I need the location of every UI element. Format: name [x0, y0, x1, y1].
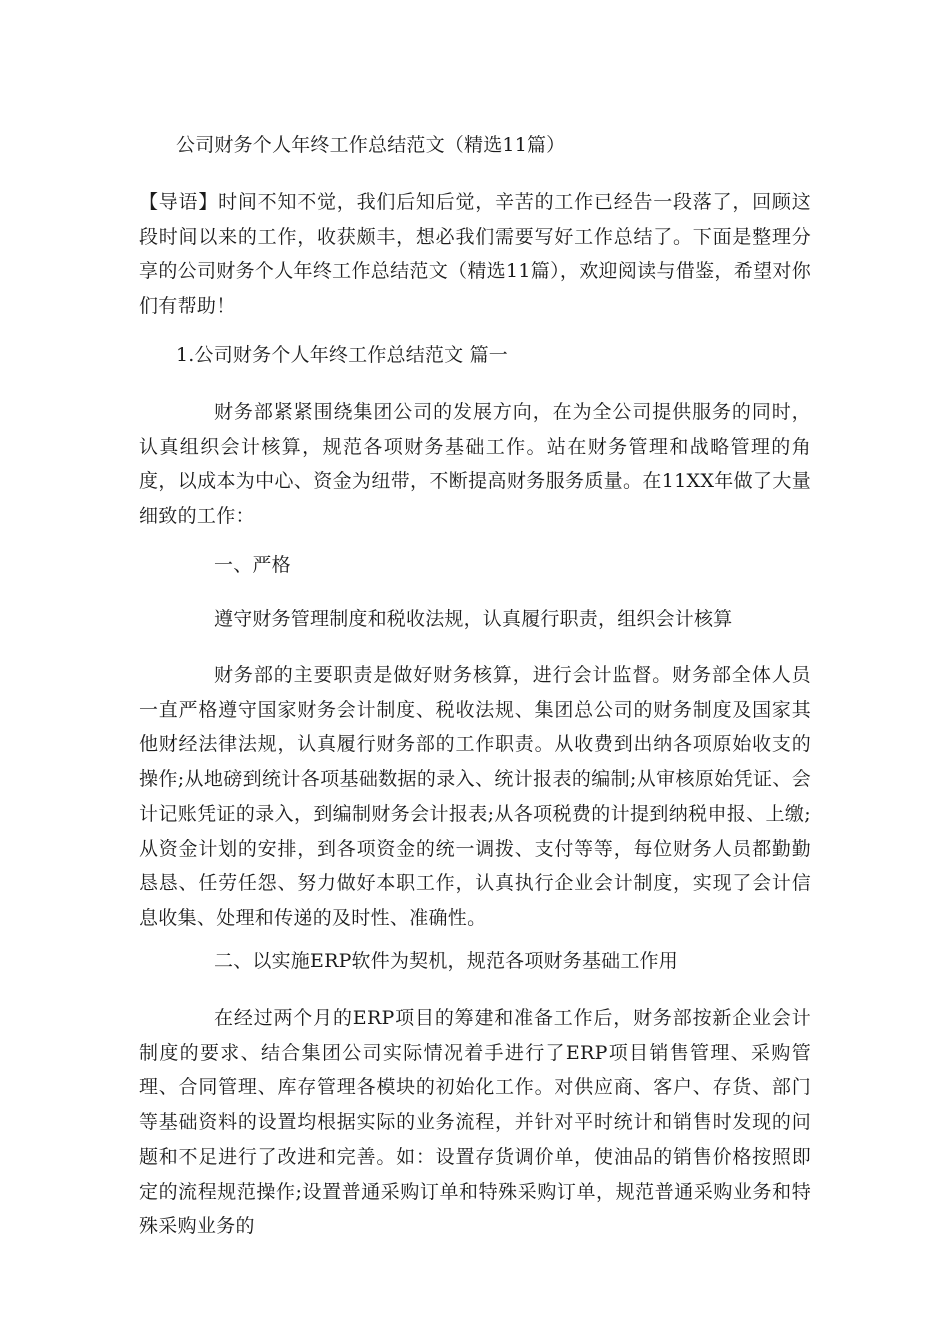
document-title: 公司财务个人年终工作总结范文（精选11篇）: [176, 134, 566, 156]
paragraph-3: 在经过两个月的ERP项目的筹建和准备工作后，财务部按新企业会计制度的要求、结合集团公司实际情况着手进行了ERP项目销售管理、采购管理、合同管理、库存管理各模块的初始化工作。对供应商、客户、存货、部门等基础资料的设置均根据实际的业务流程，并针对平时统计和销售时发现的问题和不足进行了改进和完善。如：设置存货调价单，使油品的销售价格按照即定的流程规范操作;设置普通采购订单和特殊采购订单，规范普通采购业务和特殊采购业务的: [139, 1007, 811, 1238]
intro-paragraph: 【导语】时间不知不觉，我们后知后觉，辛苦的工作已经告一段落了，回顾这段时间以来的工作，收获颇丰，想必我们需要写好工作总结了。下面是整理分享的公司财务个人年终工作总结范文（精选11篇），欢迎阅读与借鉴，希望对你们有帮助！: [139, 191, 811, 318]
paragraph-2: 财务部的主要职责是做好财务核算，进行会计监督。财务部全体人员一直严格遵守国家财务会计制度、税收法规、集团总公司的财务制度及国家其他财经法律法规，认真履行财务部的工作职责。从收费到出纳各项原始收支的操作;从地磅到统计各项基础数据的录入、统计报表的编制;从审核原始凭证、会计记账凭证的录入，到编制财务会计报表;从各项税费的计提到纳税申报、上缴;从资金计划的安排，到各项资金的统一调拨、支付等等，每位财务人员都勤勤恳恳、任劳任怨、努力做好本职工作，认真执行企业会计制度，实现了会计信息收集、处理和传递的及时性、准确性。: [139, 664, 811, 929]
paragraph-1: 财务部紧紧围绕集团公司的发展方向，在为全公司提供服务的同时，认真组织会计核算，规范各项财务基础工作。站在财务管理和战略管理的角度，以成本为中心、资金为纽带，不断提高财务服务质量。在11XX年做了大量细致的工作：: [139, 401, 811, 528]
subheading-1: 遵守财务管理制度和税收法规，认真履行职责，组织会计核算: [214, 608, 733, 630]
section-heading: 1.公司财务个人年终工作总结范文 篇一: [176, 344, 508, 366]
heading-2: 二、以实施ERP软件为契机，规范各项财务基础工作用: [214, 950, 678, 972]
heading-1: 一、严格: [214, 554, 291, 576]
